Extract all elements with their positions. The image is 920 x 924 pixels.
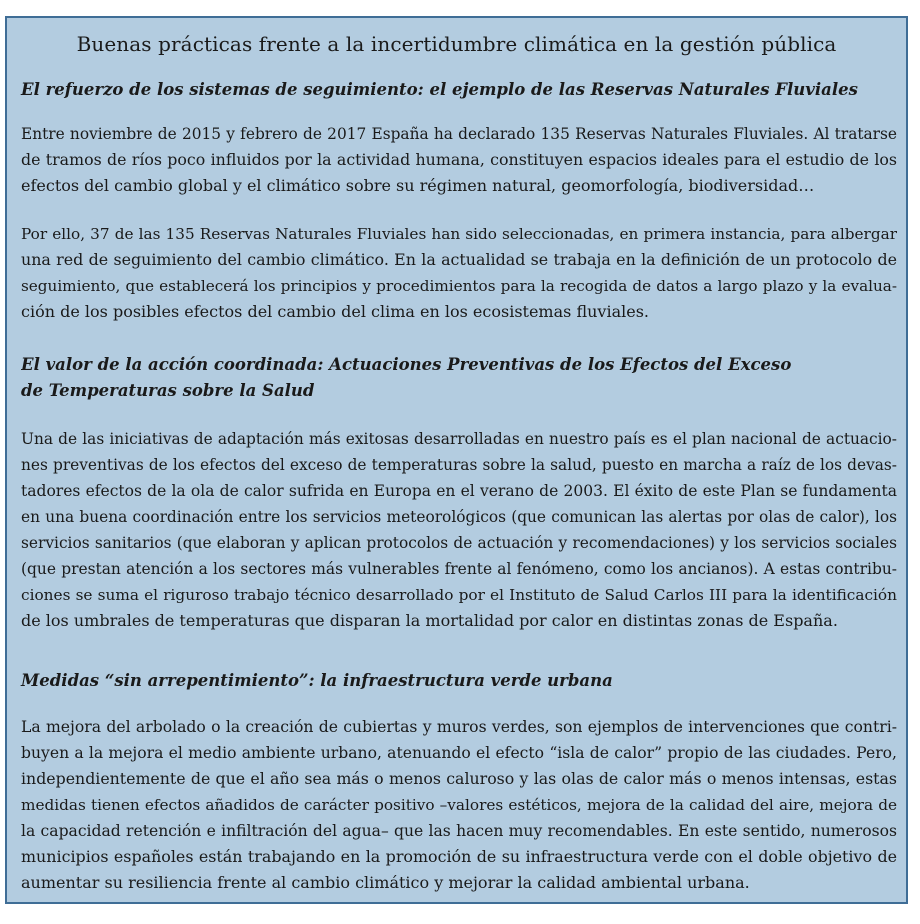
section-heading-monitoring bbox=[21, 77, 858, 103]
text-line: (que prestan atención a los sectores más vulnerables frente al fenómeno, como los ancianos). A estas contribu- bbox=[21, 560, 897, 578]
text-line: nes preventivas de los efectos del exceso de temperaturas sobre la salud, puesto en marcha a raíz de los devas- bbox=[21, 456, 897, 474]
text-line: municipios españoles están trabajando en la promoción de su infraestructura verde con el doble objetivo de bbox=[21, 847, 897, 866]
text-line: servicios sanitarios (que elaboran y aplican protocolos de actuación y recomendaciones) y los servicios sociales bbox=[21, 534, 897, 552]
text-line: independientemente de que el año sea más o menos caluroso y las olas de calor más o menos intensas, estas bbox=[21, 769, 897, 788]
text-line: buyen a la mejora el medio ambiente urbano, atenuando el efecto “isla de calor” propio de las ciudades. Pero, bbox=[21, 744, 897, 762]
text-line: aumentar su resiliencia frente al cambio climático y mejorar la calidad ambiental urbana. bbox=[21, 873, 750, 892]
paragraph-green-infrastructure bbox=[21, 714, 897, 896]
section-heading-green-infrastructure bbox=[21, 668, 613, 694]
text-line: la capacidad retención e infiltración del agua– que las hacen muy recomendables. En este sentido, numerosos bbox=[21, 822, 897, 840]
text-line: efectos del cambio global y el climático sobre su régimen natural, geomorfología, biodiversidad… bbox=[21, 176, 815, 195]
text-line: ción de los posibles efectos del cambio del clima en los ecosistemas fluviales. bbox=[21, 302, 649, 321]
section-heading-coordinated-action bbox=[21, 352, 791, 404]
text-line: Una de las iniciativas de adaptación más exitosas desarrolladas en nuestro país es el plan nacional de actuacio- bbox=[21, 430, 897, 448]
text-line: La mejora del arbolado o la creación de cubiertas y muros verdes, son ejemplos de intervenciones que contri- bbox=[21, 717, 897, 736]
text-line: de tramos de ríos poco influidos por la actividad humana, constituyen espacios ideales para el estudio de los bbox=[21, 150, 897, 169]
heading-line: Medidas “sin arrepentimiento”: la infraestructura verde urbana bbox=[21, 671, 613, 690]
paragraph-monitoring-network bbox=[21, 221, 897, 325]
text-line: seguimiento, que establecerá los principios y procedimientos para la recogida de datos a largo plazo y la evalua- bbox=[21, 277, 897, 295]
paragraph-reserves-declared bbox=[21, 121, 897, 199]
heading-line: El valor de la acción coordinada: Actuaciones Preventivas de los Efectos del Exceso bbox=[21, 355, 792, 374]
paragraph-heat-plan bbox=[21, 426, 897, 634]
text-line: Por ello, 37 de las 135 Reservas Naturales Fluviales han sido seleccionadas, en primera instancia, para albergar bbox=[21, 225, 897, 243]
box-title: Buenas prácticas frente a la incertidumbre climática en la gestión pública bbox=[76, 32, 837, 56]
heading-line: de Temperaturas sobre la Salud bbox=[21, 381, 315, 400]
text-line: de los umbrales de temperaturas que disparan la mortalidad por calor en distintas zonas de España. bbox=[21, 611, 838, 630]
text-line: medidas tienen efectos añadidos de carácter positivo –valores estéticos, mejora de la calidad del aire, mejora de bbox=[21, 796, 897, 814]
text-line: ciones se suma el riguroso trabajo técnico desarrollado por el Instituto de Salud Carlos III para la identificación bbox=[21, 586, 897, 604]
heading-line: El refuerzo de los sistemas de seguimiento: el ejemplo de las Reservas Naturales Fluviales bbox=[21, 80, 858, 99]
text-line: en una buena coordinación entre los servicios meteorológicos (que comunican las alertas por olas de calor), los bbox=[21, 508, 897, 526]
text-line: tadores efectos de la ola de calor sufrida en Europa en el verano de 2003. El éxito de este Plan se fundamenta bbox=[21, 482, 897, 500]
text-line: una red de seguimiento del cambio climático. En la actualidad se trabaja en la definición de un protocolo de bbox=[21, 250, 897, 269]
text-line: Entre noviembre de 2015 y febrero de 2017 España ha declarado 135 Reservas Naturales Fluviales. Al tratarse bbox=[21, 125, 897, 143]
good-practices-box bbox=[5, 16, 908, 904]
